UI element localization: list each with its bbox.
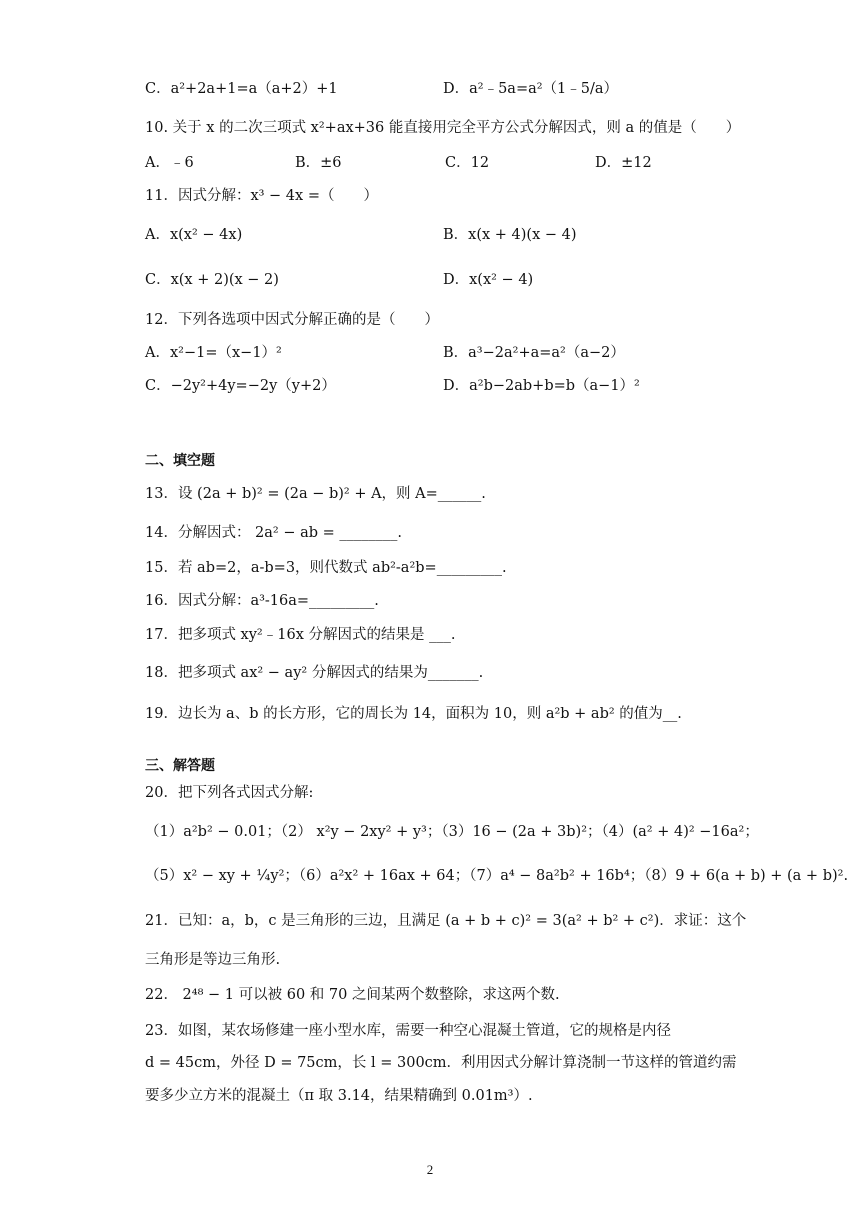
- q9-option-d: D．a²﹣5a=a²（1﹣5/a）: [443, 81, 619, 97]
- q21-line-2: 三角形是等边三角形.: [145, 952, 281, 968]
- page-number: 2: [426, 1162, 434, 1177]
- q10-option-c: C．12: [445, 155, 490, 171]
- q11-option-a: A．x(x² − 4x): [145, 227, 243, 243]
- q10-options: [145, 153, 652, 173]
- q12-option-d: D．a²b−2ab+b=b（a−1）²: [443, 378, 640, 394]
- question-15: 15．若 ab=2，a-b=3，则代数式 ab²-a²b=_________.: [145, 560, 507, 576]
- question-18: 18．把多项式 ax² − ay² 分解因式的结果为_______.: [145, 665, 484, 681]
- question-12: 12．下列各选项中因式分解正确的是（ ）: [145, 312, 439, 328]
- question-22: 22． 2⁴⁸ − 1 可以被 60 和 70 之间某两个数整除，求这两个数.: [145, 987, 560, 1003]
- section-fill-in-blank: 二、填空题: [145, 453, 215, 469]
- q12-option-b: B．a³−2a²+a=a²（a−2）: [443, 345, 625, 361]
- q9-option-c: C．a²+2a+1=a（a+2）+1: [145, 81, 338, 97]
- question-17: 17．把多项式 xy²﹣16x 分解因式的结果是 ___.: [145, 627, 456, 643]
- q12-option-c: C．−2y²+4y=−2y（y+2）: [145, 378, 336, 394]
- q12-option-a: A．x²−1=（x−1）²: [145, 345, 282, 361]
- q10-option-a: A．﹣6: [145, 155, 194, 171]
- q20-line-1: （1）a²b² − 0.01；（2） x²y − 2xy² + y³；（3）16 − (2a + 3b)²；（4）(a² + 4)² −16a²；: [145, 824, 759, 840]
- q21-line-1: 21．已知：a，b，c 是三角形的三边，且满足 (a + b + c)² = 3(a² + b² + c²)．求证：这个: [145, 913, 747, 929]
- question-16: 16．因式分解：a³-16a=_________.: [145, 593, 379, 609]
- q23-line-2: d = 45cm，外径 D = 75cm，长 l = 300cm．利用因式分解计算浇制一节这样的管道约需: [145, 1055, 737, 1071]
- question-11: 11．因式分解：x³ − 4x =（ ）: [145, 188, 378, 204]
- section-answer: 三、解答题: [145, 758, 215, 774]
- q20-line-2: （5）x² − xy + ¼y²；（6）a²x² + 16ax + 64；（7）a⁴ − 8a²b² + 16b⁴；（8）9 + 6(a + b) + (a + b)².: [145, 868, 849, 884]
- question-14: 14．分解因式： 2a² − ab = ________.: [145, 525, 403, 541]
- q10-option-d: D．±12: [595, 155, 652, 171]
- question-13: 13．设 (2a + b)² = (2a − b)² + A，则 A=______.: [145, 486, 486, 502]
- question-10: 10. 关于 x 的二次三项式 x²+ax+36 能直接用完全平方公式分解因式，则 a 的值是（ ）: [145, 120, 741, 136]
- q10-option-b: B．±6: [295, 155, 342, 171]
- question-19: 19．边长为 a、b 的长方形，它的周长为 14，面积为 10，则 a²b + ab² 的值为__.: [145, 706, 682, 722]
- q11-option-d: D．x(x² − 4): [443, 272, 534, 288]
- question-20: 20．把下列各式因式分解:: [145, 785, 314, 801]
- q11-option-c: C．x(x + 2)(x − 2): [145, 272, 279, 288]
- q23-line-3: 要多少立方米的混凝土（π 取 3.14，结果精确到 0.01m³）.: [145, 1088, 533, 1104]
- q23-line-1: 23．如图，某农场修建一座小型水库，需要一种空心混凝土管道，它的规格是内径: [145, 1023, 671, 1039]
- q11-option-b: B．x(x + 4)(x − 4): [443, 227, 577, 243]
